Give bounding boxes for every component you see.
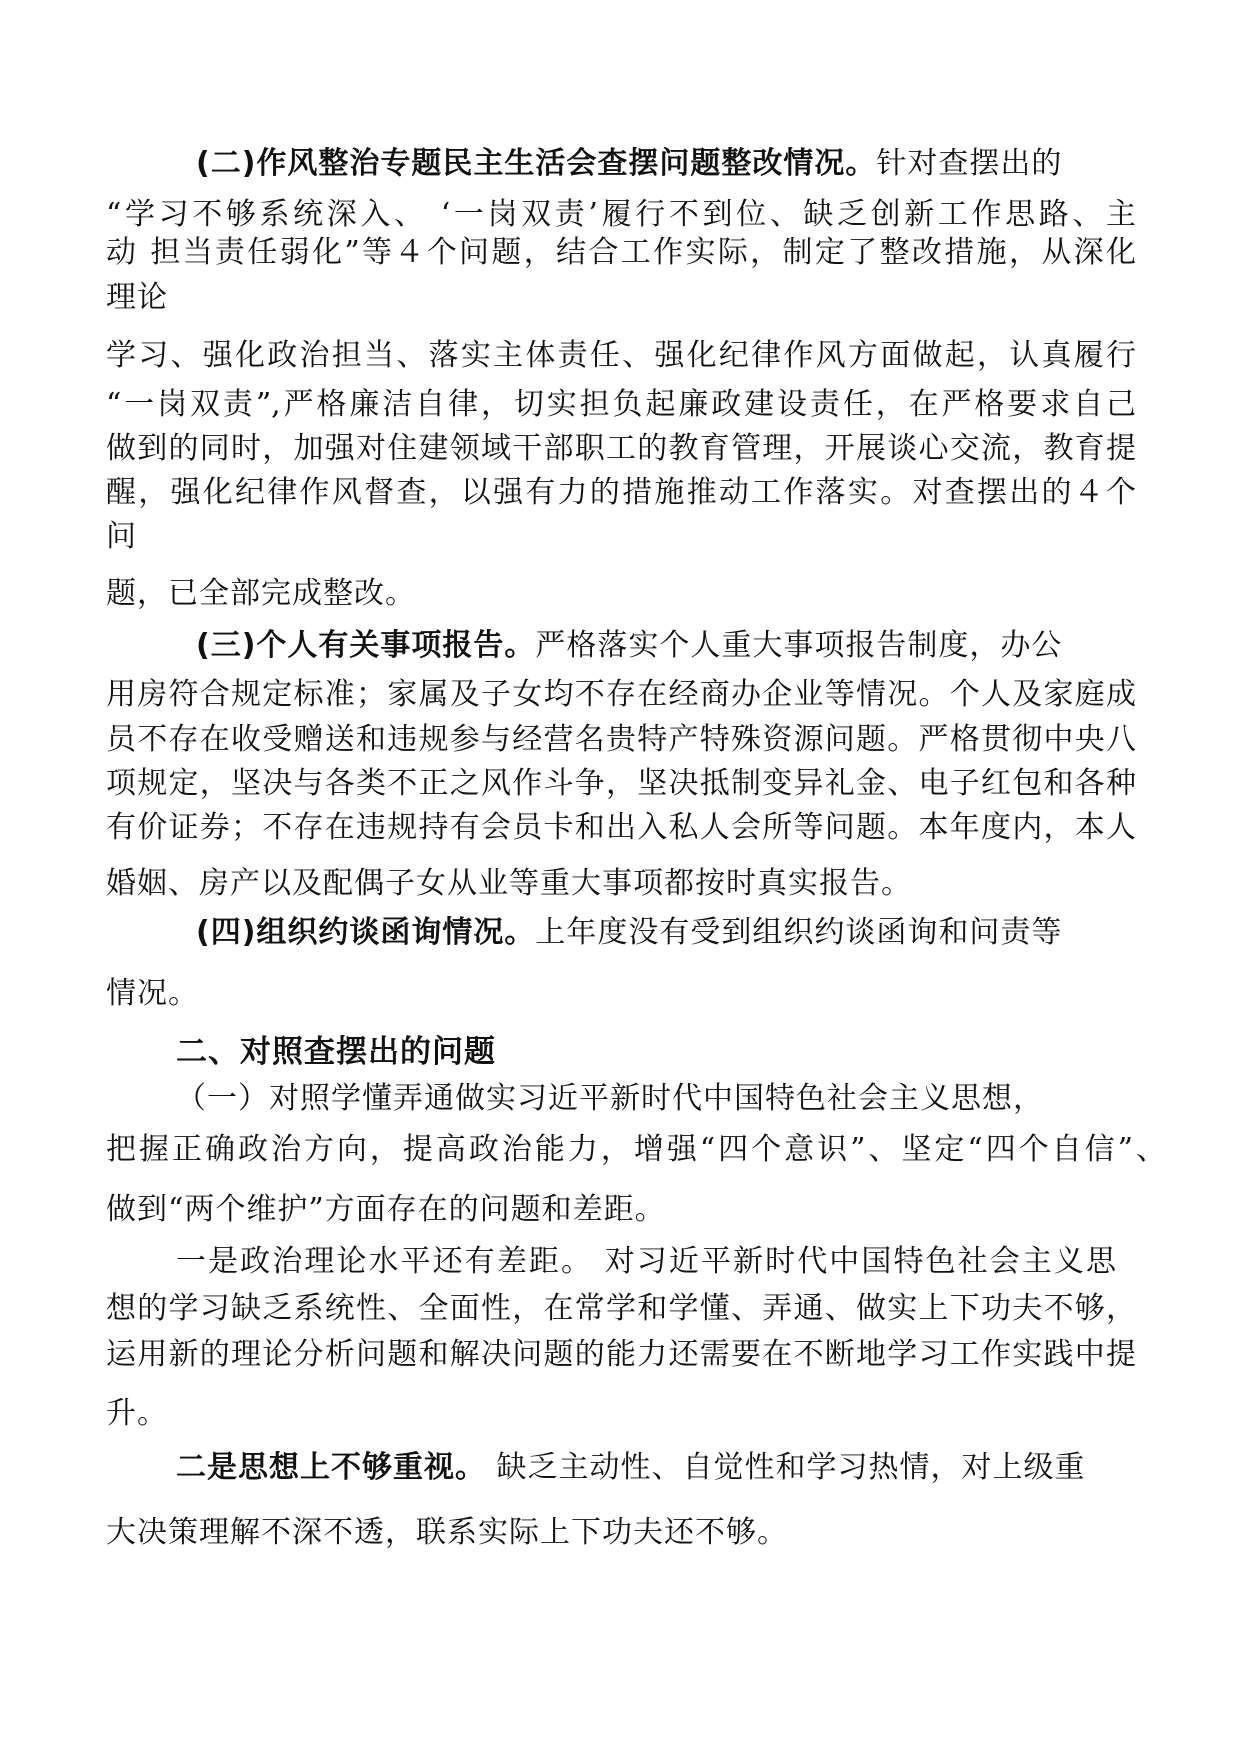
sec3-line2: 用房符合规定标准；家属及子女均不存在经商办企业等情况。个人及家庭成 xyxy=(106,677,1136,712)
sec4-lead: 上年度没有受到组织约谈函询和问责等 xyxy=(535,915,1063,950)
part2-p1-line4: 升。 xyxy=(106,1396,168,1431)
sec2-line5: 学习、强化政治担当、落实主体责任、强化纪律作风方面做起，认真履行 xyxy=(106,338,1136,373)
part2-sub-line1: （一）对照学懂弄通做实习近平新时代中国特色社会主义思想， xyxy=(176,1081,1044,1116)
part2-sub-line2: 把握正确政治方向，提高政治能力，增强“四个意识”、坚定“四个自信”、 xyxy=(106,1132,1166,1167)
sec3-heading: (三)个人有关事项报告。 xyxy=(196,628,536,663)
sec2-lead: 针对查摆出的 xyxy=(876,146,1063,181)
part2-p2-heading: 二是思想上不够重视。 xyxy=(176,1450,486,1485)
sec2-line9: 问 xyxy=(106,519,137,554)
sec2-line3: 动 担当责任弱化”等４个问题，结合工作实际，制定了整改措施，从深化 xyxy=(106,235,1136,270)
sec2-heading: (二)作风整治专题民主生活会查摆问题整改情况。 xyxy=(196,146,877,181)
part2-heading: 二、对照查摆出的问题 xyxy=(176,1034,496,1070)
part2-sub-line3: 做到“两个维护”方面存在的问题和差距。 xyxy=(106,1192,666,1227)
sec2-line7: 做到的同时，加强对住建领域干部职工的教育管理，开展谈心交流，教育提 xyxy=(106,431,1136,466)
sec4-line1 xyxy=(196,915,1062,951)
sec2-line6: “一岗双责”,严格廉洁自律，切实担负起廉政建设责任，在严格要求自己 xyxy=(106,387,1136,422)
sec3-line6: 婚姻、房产以及配偶子女从业等重大事项都按时真实报告。 xyxy=(106,866,912,901)
sec2-line2: “学习不够系统深入、 ‘一岗双责’履行不到位、缺乏创新工作思路、主 xyxy=(106,197,1136,232)
sec3-line5: 有价证券；不存在违规持有会员卡和出入私人会所等问题。本年度内，本人 xyxy=(106,810,1136,845)
sec2-line1 xyxy=(196,146,1062,182)
sec4-heading: (四)组织约谈函询情况。 xyxy=(196,915,536,950)
sec2-line8: 醒，强化纪律作风督查，以强有力的措施推动工作落实。对查摆出的４个 xyxy=(106,475,1136,510)
sec3-lead: 严格落实个人重大事项报告制度，办公 xyxy=(535,628,1063,663)
part2-p2-line2: 大决策理解不深不透，联系实际上下功夫还不够。 xyxy=(106,1515,788,1550)
sec2-line10: 题，已全部完成整改。 xyxy=(106,576,416,611)
sec3-line4: 项规定，坚决与各类不正之风作斗争，坚决抵制变异礼金、电子红包和各种 xyxy=(106,766,1136,801)
part2-p2-line1 xyxy=(176,1450,1086,1486)
part2-p1-line1: 一是政治理论水平还有差距。 对习近平新时代中国特色社会主义思 xyxy=(176,1244,1116,1279)
sec3-line3: 员不存在收受赠送和违规参与经营名贵特产特殊资源问题。严格贯彻中央八 xyxy=(106,722,1136,757)
sec2-line4: 理论 xyxy=(106,280,168,315)
sec3-line1 xyxy=(196,628,1062,664)
part2-p1-line2: 想的学习缺乏系统性、全面性，在常学和学懂、弄通、做实上下功夫不够， xyxy=(106,1291,1136,1326)
part2-p2-lead: 缺乏主动性、自觉性和学习热情，对上级重 xyxy=(486,1450,1086,1485)
sec4-line2: 情况。 xyxy=(106,976,199,1011)
part2-p1-line3: 运用新的理论分析问题和解决问题的能力还需要在不断地学习工作实践中提 xyxy=(106,1337,1136,1372)
